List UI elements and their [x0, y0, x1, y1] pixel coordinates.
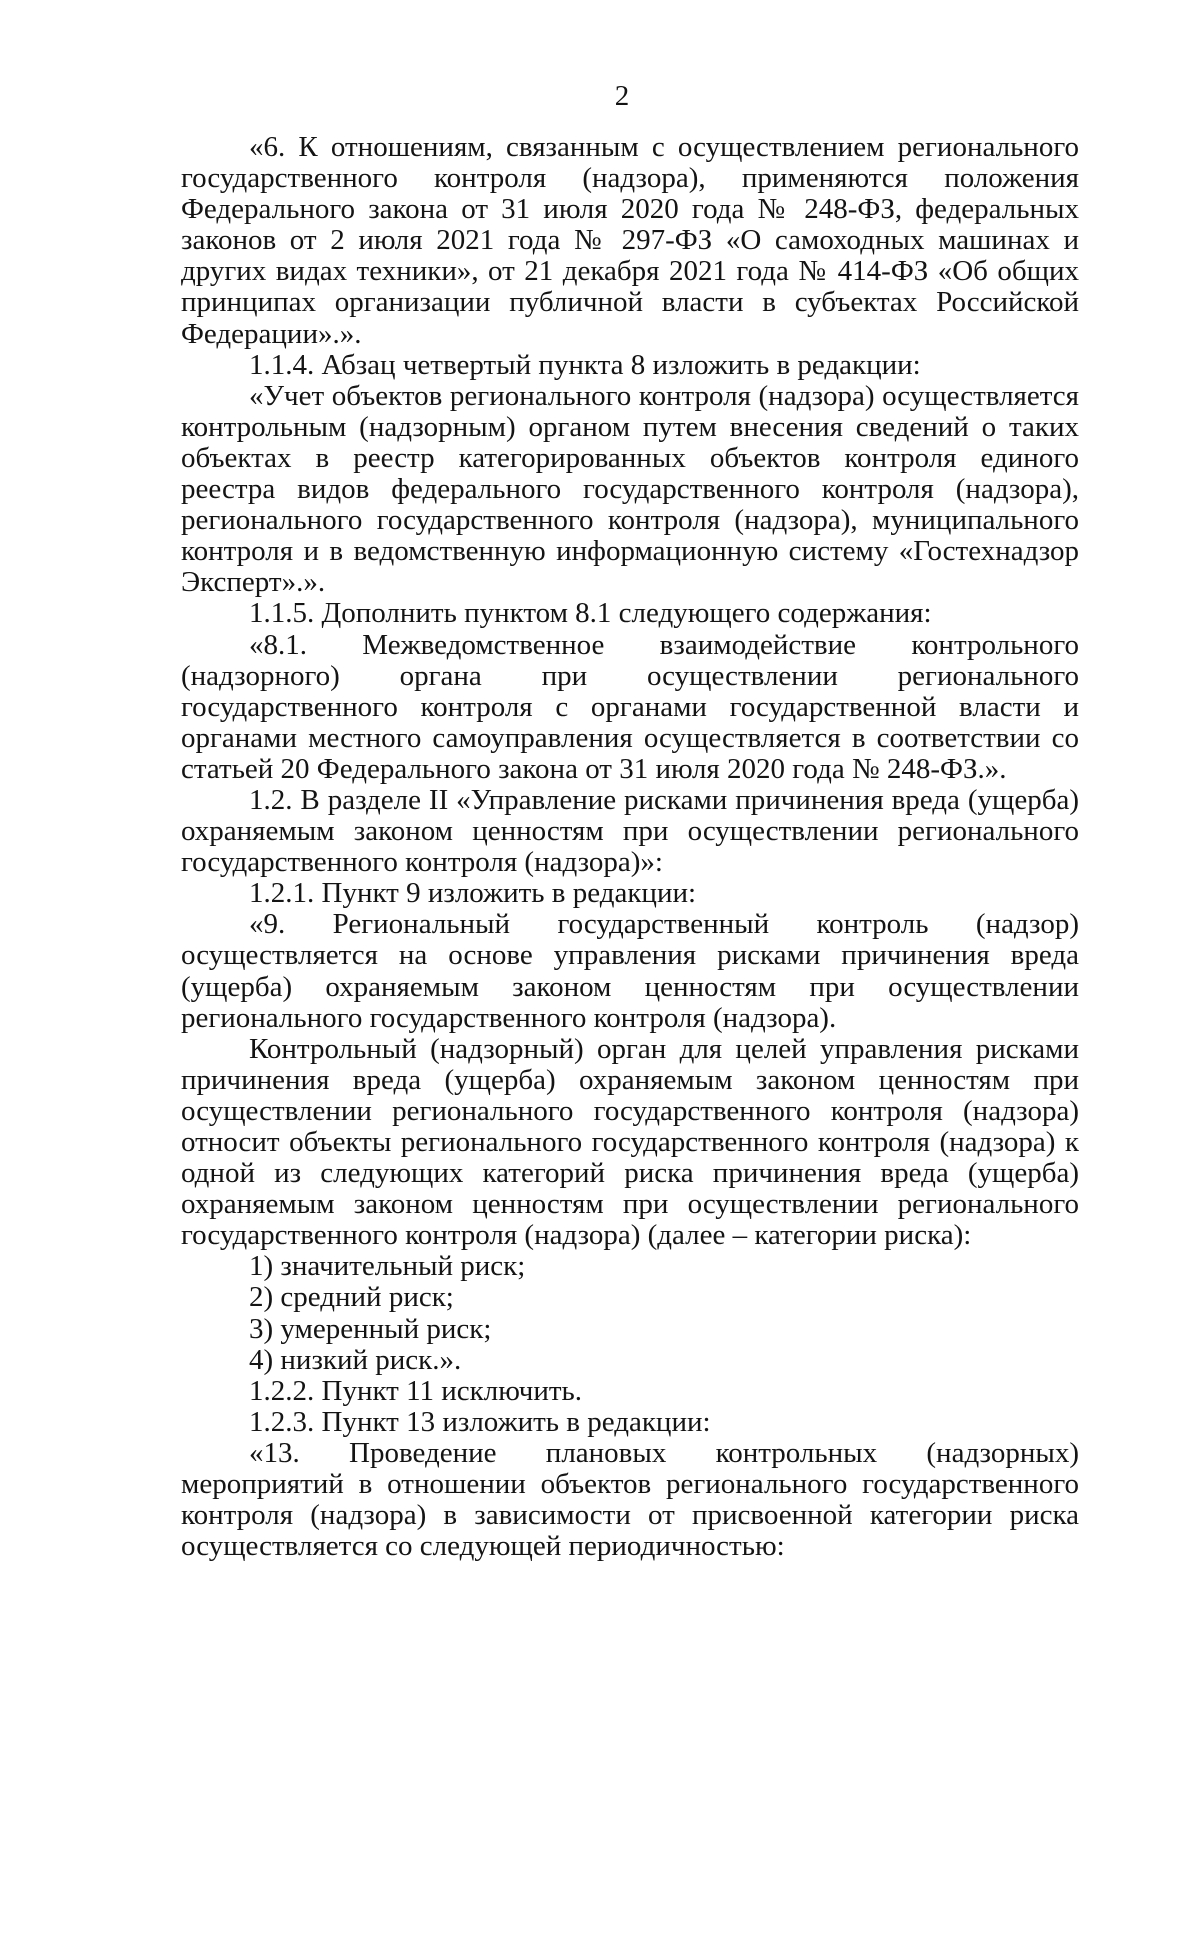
paragraph-clause-6: «6. К отношениям, связанным с осуществлением регионального государственного контроля (надзора), применяются положения Федерального закона от 31 июля 2020 года № 248-ФЗ, федеральных законов от 2 июля 2021 года № 297-ФЗ «О самоходных машинах и других видах техники», от 21 декабря 2021 года № 414-ФЗ «Об общих принципах организации публичной власти в субъектах Российской Федерации».». — [181, 131, 1079, 350]
paragraph-item-1-2-1: 1.2.1. Пункт 9 изложить в редакции: — [249, 877, 697, 910]
paragraph-item-1-2-2: 1.2.2. Пункт 11 исключить. — [249, 1374, 583, 1407]
page-number: 2 — [614, 80, 630, 112]
list-item-significant-risk: 1) значительный риск; — [249, 1250, 526, 1283]
paragraph-item-1-2-3: 1.2.3. Пункт 13 изложить в редакции: — [249, 1405, 711, 1438]
paragraph-item-1-1-4: 1.1.4. Абзац четвертый пункта 8 изложить в редакции: — [249, 348, 921, 381]
paragraph-clause-9: «9. Региональный государственный контроль (надзор) осуществляется на основе управления рисками причинения вреда (ущерба) охраняемым законом ценностям при осуществлении регионального государственного контроля (надзора). — [181, 908, 1079, 1034]
paragraph-clause-8-1: «8.1. Межведомственное взаимодействие контрольного (надзорного) органа при осуществлении регионального государственного контроля с органами государственной власти и органами местного самоуправления осуществляется в соответствии со статьей 20 Федерального закона от 31 июля 2020 года № 248-ФЗ.». — [181, 628, 1079, 785]
list-item-low-risk: 4) низкий риск.». — [249, 1343, 462, 1376]
paragraph-risk-categories-intro: Контрольный (надзорный) орган для целей управления рисками причинения вреда (ущерба) охраняемым законом ценностям при осуществлении регионального государственного контроля (надзора) относит объекты регионального государственного контроля (надзора) к одной из следующих категорий риска причинения вреда (ущерба) охраняемым законом ценностям при осуществлении регионального государственного контроля (надзора) (далее – категории риска): — [181, 1032, 1079, 1252]
paragraph-item-1-2: 1.2. В разделе II «Управление рисками причинения вреда (ущерба) охраняемым законом ценностям при осуществлении регионального государственного контроля (надзора)»: — [181, 783, 1079, 879]
list-item-medium-risk: 2) средний риск; — [249, 1281, 454, 1314]
paragraph-clause-13: «13. Проведение плановых контрольных (надзорных) мероприятий в отношении объектов регионального государственного контроля (надзора) в зависимости от присвоенной категории риска осуществляется со следующей периодичностью: — [181, 1436, 1079, 1563]
paragraph-item-1-1-5: 1.1.5. Дополнить пунктом 8.1 следующего содержания: — [249, 597, 932, 630]
list-item-moderate-risk: 3) умеренный риск; — [249, 1312, 492, 1345]
paragraph-registry-accounting: «Учет объектов регионального контроля (надзора) осуществляется контрольным (надзорным) органом путем внесения сведений о таких объектах в реестр категорированных объектов контроля единого реестра видов федерального государственного контроля (надзора), регионального государственного контроля (надзора), муниципального контроля и в ведомственную информационную систему «Гостехнадзор Эксперт».». — [181, 379, 1079, 599]
document-body — [181, 132, 1079, 1562]
